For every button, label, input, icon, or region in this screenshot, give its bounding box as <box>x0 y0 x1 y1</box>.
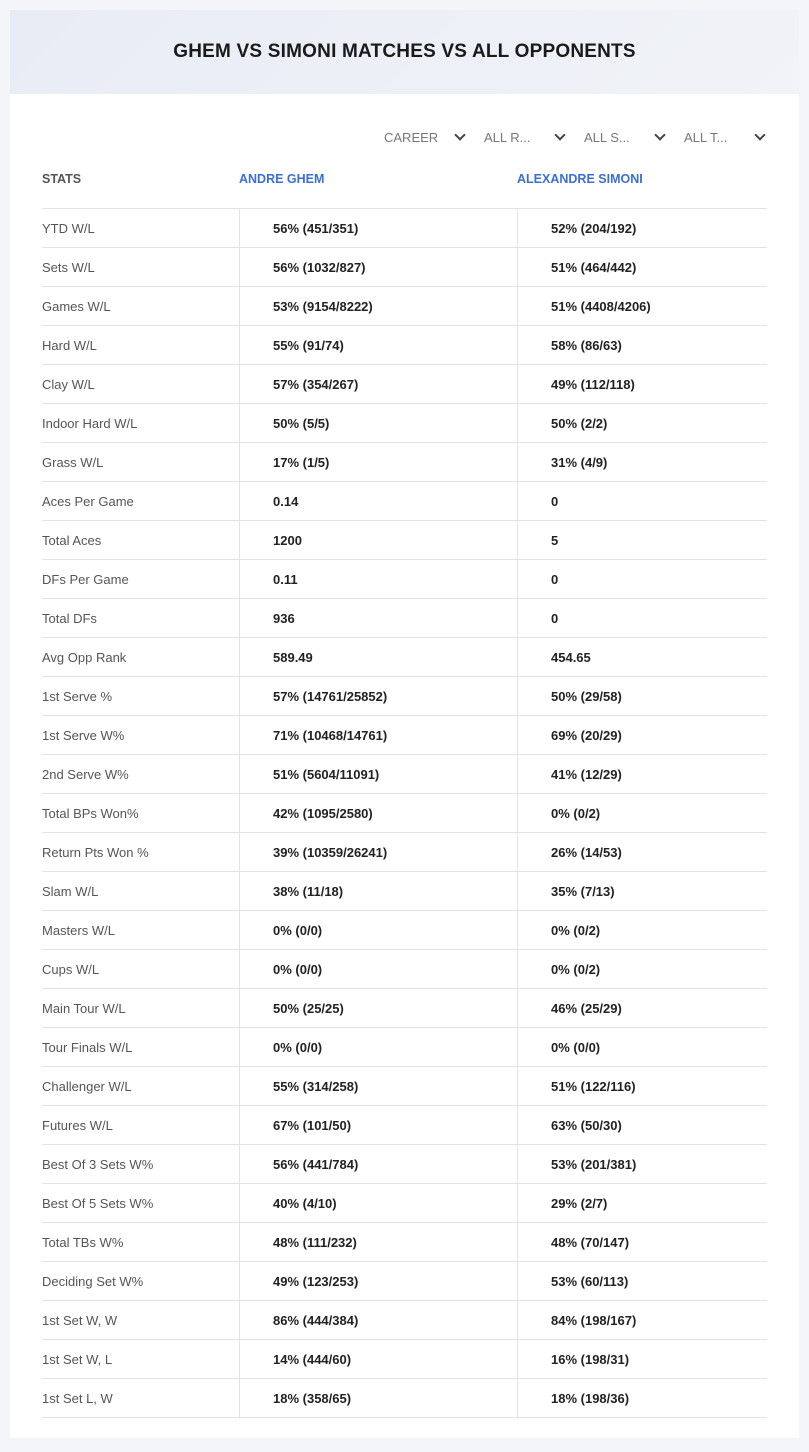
player2-value: 50% (2/2) <box>517 404 767 442</box>
stat-label: Challenger W/L <box>42 1078 132 1094</box>
player2-value: 49% (112/118) <box>517 365 767 403</box>
chevron-down-icon <box>554 129 565 140</box>
player2-value: 26% (14/53) <box>517 833 767 871</box>
card-header <box>10 10 799 94</box>
player1-value: 56% (451/351) <box>239 209 517 247</box>
stat-label: Clay W/L <box>42 376 95 392</box>
player2-value: 18% (198/36) <box>517 1379 767 1417</box>
table-row <box>42 950 767 989</box>
player1-value: 38% (11/18) <box>239 872 517 910</box>
player1-value: 0.11 <box>239 560 517 598</box>
player2-value: 51% (4408/4206) <box>517 287 767 325</box>
stat-label: Total Aces <box>42 532 102 548</box>
stat-label: Sets W/L <box>42 259 95 275</box>
stat-label: Main Tour W/L <box>42 1000 126 1016</box>
table-row <box>42 443 767 482</box>
player1-value: 0% (0/0) <box>239 911 517 949</box>
player2-value: 16% (198/31) <box>517 1340 767 1378</box>
stat-label: Return Pts Won % <box>42 844 149 860</box>
table-row <box>42 560 767 599</box>
player2-value: 48% (70/147) <box>517 1223 767 1261</box>
player1-value: 50% (5/5) <box>239 404 517 442</box>
table-row <box>42 1145 767 1184</box>
table-row <box>42 833 767 872</box>
filter-label: ALL T... <box>684 129 728 145</box>
stat-label: 1st Set W, L <box>42 1351 113 1367</box>
player2-link[interactable]: ALEXANDRE SIMONI <box>517 172 643 186</box>
player2-value: 5 <box>517 521 767 559</box>
stat-label: 1st Set L, W <box>42 1390 113 1406</box>
table-row <box>42 1301 767 1340</box>
stat-label: Futures W/L <box>42 1117 113 1133</box>
stat-label: Indoor Hard W/L <box>42 415 138 431</box>
filter-bar <box>366 126 766 148</box>
player1-value: 39% (10359/26241) <box>239 833 517 871</box>
player2-value: 52% (204/192) <box>517 209 767 247</box>
player2-value: 0 <box>517 599 767 637</box>
stat-label: Deciding Set W% <box>42 1273 144 1289</box>
player2-value: 69% (20/29) <box>517 716 767 754</box>
table-row <box>42 989 767 1028</box>
stat-label: YTD W/L <box>42 220 95 236</box>
player2-value: 0 <box>517 482 767 520</box>
table-row <box>42 716 767 755</box>
chevron-down-icon <box>654 129 665 140</box>
stat-label: Hard W/L <box>42 337 97 353</box>
player1-value: 57% (14761/25852) <box>239 677 517 715</box>
player1-value: 71% (10468/14761) <box>239 716 517 754</box>
chevron-down-icon <box>454 129 465 140</box>
table-row <box>42 482 767 521</box>
table-row <box>42 1067 767 1106</box>
player2-value: 454.65 <box>517 638 767 676</box>
player1-value: 1200 <box>239 521 517 559</box>
table-header <box>42 170 767 190</box>
table-row <box>42 1028 767 1067</box>
table-row <box>42 638 767 677</box>
filter-period-dropdown[interactable] <box>366 126 466 148</box>
player1-value: 57% (354/267) <box>239 365 517 403</box>
stat-label: Slam W/L <box>42 883 99 899</box>
player1-value: 17% (1/5) <box>239 443 517 481</box>
table-row <box>42 677 767 716</box>
stats-table <box>42 208 767 1418</box>
player1-value: 56% (1032/827) <box>239 248 517 286</box>
filter-label: CAREER <box>384 129 439 145</box>
table-row <box>42 755 767 794</box>
table-row <box>42 365 767 404</box>
stat-label: Best Of 5 Sets W% <box>42 1195 154 1211</box>
table-row <box>42 1262 767 1301</box>
table-row <box>42 1379 767 1418</box>
player1-value: 51% (5604/11091) <box>239 755 517 793</box>
table-row <box>42 794 767 833</box>
player1-value: 589.49 <box>239 638 517 676</box>
player1-value: 56% (441/784) <box>239 1145 517 1183</box>
player1-value: 53% (9154/8222) <box>239 287 517 325</box>
stat-label: Games W/L <box>42 298 111 314</box>
player2-value: 46% (25/29) <box>517 989 767 1027</box>
stats-column-header: STATS <box>42 172 82 186</box>
table-row <box>42 326 767 365</box>
player2-value: 58% (86/63) <box>517 326 767 364</box>
player1-value: 86% (444/384) <box>239 1301 517 1339</box>
player1-value: 48% (111/232) <box>239 1223 517 1261</box>
table-row <box>42 287 767 326</box>
table-row <box>42 248 767 287</box>
player2-value: 0% (0/2) <box>517 950 767 988</box>
player1-value: 55% (91/74) <box>239 326 517 364</box>
stat-label: 1st Serve W% <box>42 727 125 743</box>
stat-label: Aces Per Game <box>42 493 134 509</box>
player2-value: 51% (122/116) <box>517 1067 767 1105</box>
chevron-down-icon <box>754 129 765 140</box>
player2-value: 41% (12/29) <box>517 755 767 793</box>
filter-label: ALL S... <box>584 129 630 145</box>
table-row <box>42 521 767 560</box>
stat-label: 2nd Serve W% <box>42 766 129 782</box>
stat-label: 1st Set W, W <box>42 1312 118 1328</box>
stat-label: DFs Per Game <box>42 571 129 587</box>
player2-value: 0% (0/0) <box>517 1028 767 1066</box>
player2-value: 51% (464/442) <box>517 248 767 286</box>
player1-value: 0% (0/0) <box>239 1028 517 1066</box>
player1-value: 50% (25/25) <box>239 989 517 1027</box>
table-row <box>42 1340 767 1379</box>
stat-label: Masters W/L <box>42 922 115 938</box>
filter-surface-dropdown[interactable] <box>566 126 666 148</box>
table-row <box>42 1106 767 1145</box>
player2-value: 0 <box>517 560 767 598</box>
filter-label: ALL R... <box>484 129 531 145</box>
player2-value: 53% (201/381) <box>517 1145 767 1183</box>
filter-tournament-dropdown[interactable] <box>666 126 766 148</box>
player2-value: 0% (0/2) <box>517 794 767 832</box>
player1-value: 936 <box>239 599 517 637</box>
player2-value: 31% (4/9) <box>517 443 767 481</box>
table-row <box>42 1184 767 1223</box>
stat-label: Cups W/L <box>42 961 100 977</box>
stat-label: Total TBs W% <box>42 1234 124 1250</box>
player2-value: 50% (29/58) <box>517 677 767 715</box>
player1-value: 55% (314/258) <box>239 1067 517 1105</box>
table-row <box>42 404 767 443</box>
stat-label: Grass W/L <box>42 454 104 470</box>
player2-value: 63% (50/30) <box>517 1106 767 1144</box>
table-row <box>42 872 767 911</box>
stat-label: Total DFs <box>42 610 97 626</box>
player1-value: 40% (4/10) <box>239 1184 517 1222</box>
table-row <box>42 1223 767 1262</box>
player1-value: 18% (358/65) <box>239 1379 517 1417</box>
stat-label: 1st Serve % <box>42 688 113 704</box>
table-row <box>42 599 767 638</box>
player1-value: 42% (1095/2580) <box>239 794 517 832</box>
filter-round-dropdown[interactable] <box>466 126 566 148</box>
player1-value: 0% (0/0) <box>239 950 517 988</box>
player2-value: 29% (2/7) <box>517 1184 767 1222</box>
player1-value: 67% (101/50) <box>239 1106 517 1144</box>
stat-label: Tour Finals W/L <box>42 1039 133 1055</box>
player1-value: 14% (444/60) <box>239 1340 517 1378</box>
stat-label: Best Of 3 Sets W% <box>42 1156 154 1172</box>
player1-value: 49% (123/253) <box>239 1262 517 1300</box>
stats-card <box>10 10 799 1438</box>
page-title: GHEM VS SIMONI MATCHES VS ALL OPPONENTS <box>173 41 636 62</box>
player2-value: 35% (7/13) <box>517 872 767 910</box>
stat-label: Total BPs Won% <box>42 805 139 821</box>
stat-label: Avg Opp Rank <box>42 649 127 665</box>
player2-value: 53% (60/113) <box>517 1262 767 1300</box>
player2-value: 84% (198/167) <box>517 1301 767 1339</box>
player2-value: 0% (0/2) <box>517 911 767 949</box>
player1-link[interactable]: ANDRE GHEM <box>239 172 325 186</box>
table-row <box>42 911 767 950</box>
player1-value: 0.14 <box>239 482 517 520</box>
table-row <box>42 209 767 248</box>
